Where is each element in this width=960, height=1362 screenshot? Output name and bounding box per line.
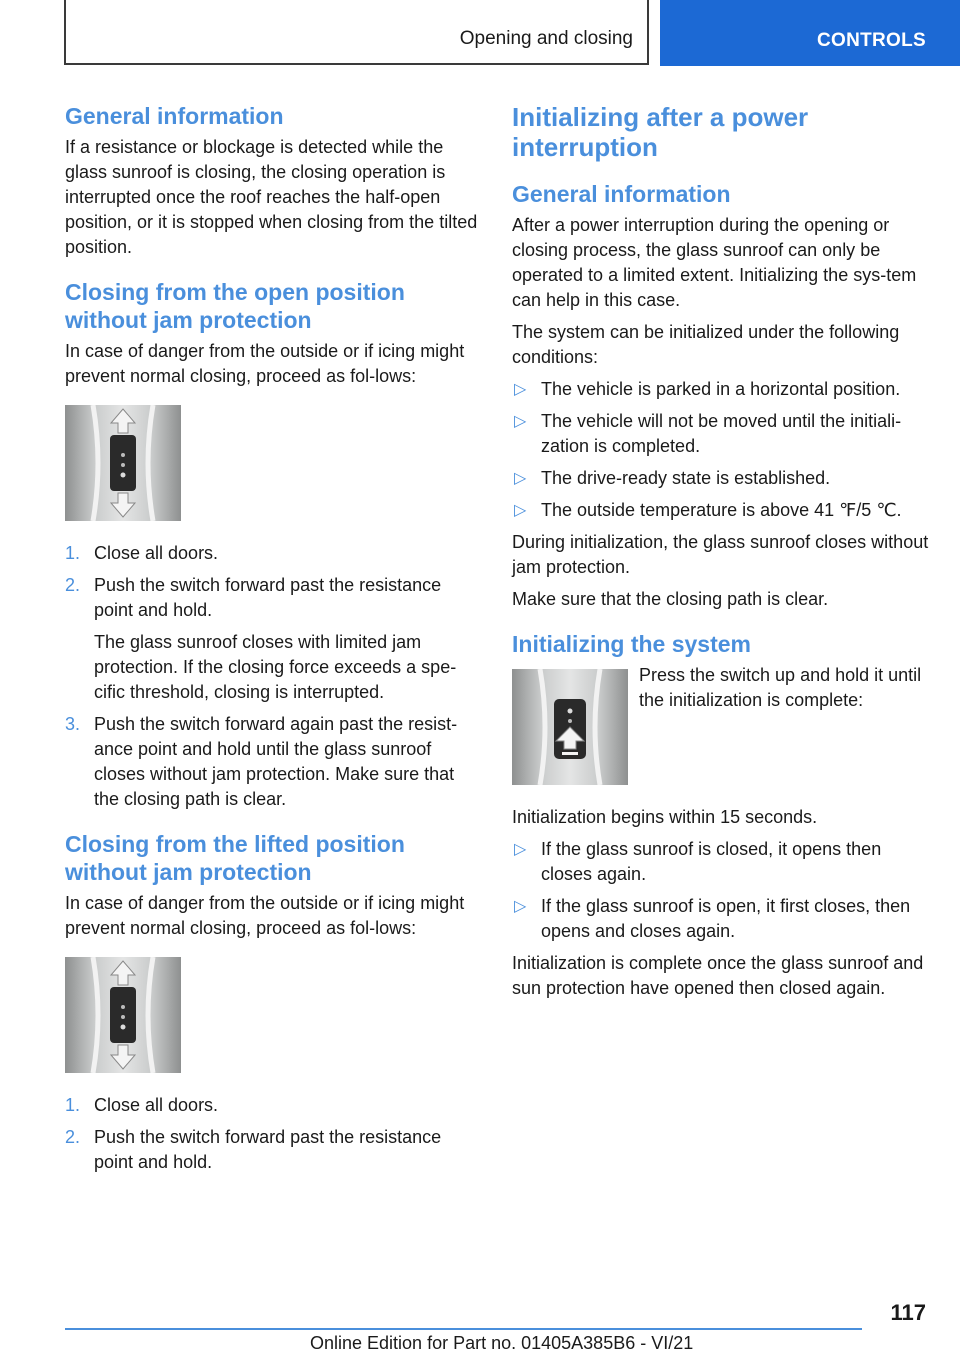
- step-text: Close all doors.: [94, 543, 219, 563]
- behavior-list: [512, 837, 932, 944]
- list-item: [512, 894, 932, 944]
- list-item: [65, 541, 480, 566]
- condition-text: The vehicle will not be moved until the initiali-zation is completed.: [541, 411, 902, 456]
- triangle-bullet-icon: ▷: [514, 413, 527, 430]
- steps-closing-lifted: [65, 1093, 480, 1175]
- step-text: Push the switch forward again past the resist-ance point and hold until the glass sunroof closes without jam protection. Make sure that the closing path is clear.: [94, 714, 458, 809]
- condition-text: The drive-ready state is established.: [541, 468, 831, 488]
- paragraph-closing-path-clear: Make sure that the closing path is clear.: [512, 589, 829, 609]
- step-number: 1.: [65, 543, 81, 563]
- step-subtext: The glass sunroof closes with limited jam protection. If the closing force exceeds a spe-cific threshold, closing is interrupted.: [94, 632, 457, 702]
- triangle-bullet-icon: ▷: [514, 841, 527, 858]
- page-number: 117: [890, 1300, 926, 1325]
- paragraph-initialization-complete: Initialization is complete once the glass sunroof and sun protection have opened then closed again.: [512, 953, 924, 998]
- heading-general-information: General information: [512, 181, 731, 207]
- sunroof-switch-up-image: [512, 669, 628, 785]
- step-number: 1.: [65, 1095, 81, 1115]
- section-title: Opening and closing: [459, 28, 633, 49]
- right-column: [512, 100, 932, 1008]
- conditions-list: [512, 377, 932, 523]
- initialize-instruction: [512, 663, 932, 801]
- list-item: [65, 712, 480, 812]
- heading-closing-lifted-position: Closing from the lifted position without jam protection: [65, 831, 405, 885]
- step-number: 3.: [65, 714, 81, 734]
- paragraph-general-information: If a resistance or blockage is detected while the glass sunroof is closing, the closing operation is interrupted once the roof reaches the half-open position, or it is stopped when closing from the tilted position.: [65, 137, 478, 257]
- behavior-text: If the glass sunroof is closed, it opens then closes again.: [541, 839, 882, 884]
- edition-note: Online Edition for Part no. 01405A385B6 - VI/21: [310, 1333, 694, 1353]
- section-tab: [64, 0, 649, 65]
- sunroof-switch-up-illustration: [512, 669, 628, 785]
- triangle-bullet-icon: ▷: [514, 502, 527, 519]
- chapter-tab: [660, 0, 960, 66]
- step-text: Push the switch forward past the resistance point and hold.: [94, 1127, 442, 1172]
- heading-general-information: General information: [65, 103, 284, 129]
- left-column: [65, 100, 480, 1182]
- triangle-bullet-icon: ▷: [514, 898, 527, 915]
- steps-closing-open: [65, 541, 480, 812]
- sunroof-switch-image-1: [65, 405, 181, 521]
- list-item: [65, 1125, 480, 1175]
- condition-text: The outside temperature is above 41 ℉/5 ℃.: [541, 500, 902, 520]
- list-item: [512, 377, 932, 402]
- list-item: [512, 837, 932, 887]
- heading-initializing-after-power-interruption: Initializing after a power interruption: [512, 102, 809, 162]
- paragraph-conditions-intro: The system can be initialized under the following conditions:: [512, 322, 900, 367]
- footer-divider: [65, 1328, 862, 1330]
- page-header: [0, 0, 960, 66]
- sunroof-switch-illustration: [65, 957, 181, 1073]
- triangle-bullet-icon: ▷: [514, 381, 527, 398]
- sunroof-switch-image-2: [65, 957, 181, 1073]
- list-item: [65, 1093, 480, 1118]
- list-item: [512, 409, 932, 459]
- list-item: [512, 466, 932, 491]
- step-number: 2.: [65, 575, 81, 595]
- step-text: Push the switch forward past the resistance point and hold.: [94, 575, 442, 620]
- heading-closing-open-position: Closing from the open position without jam protection: [65, 279, 405, 333]
- step-text: Close all doors.: [94, 1095, 219, 1115]
- paragraph-power-interruption: After a power interruption during the opening or closing process, the glass sunroof can only be operated to a limited extent. Initializing the sys-tem can help in this case.: [512, 215, 917, 310]
- list-item: [512, 498, 932, 523]
- chapter-title: CONTROLS: [816, 30, 926, 51]
- paragraph-during-initialization: During initialization, the glass sunroof closes without jam protection.: [512, 532, 929, 577]
- triangle-bullet-icon: ▷: [514, 470, 527, 487]
- behavior-text: If the glass sunroof is open, it first closes, then opens and closes again.: [541, 896, 911, 941]
- list-item: [65, 573, 480, 705]
- paragraph-closing-open-intro: In case of danger from the outside or if icing might prevent normal closing, proceed as fol-lows:: [65, 341, 465, 386]
- press-switch-text: Press the switch up and hold it until the initialization is complete:: [639, 665, 922, 710]
- paragraph-closing-lifted-intro: In case of danger from the outside or if icing might prevent normal closing, proceed as fol-lows:: [65, 893, 465, 938]
- paragraph-initialization-begins: Initialization begins within 15 seconds.: [512, 807, 818, 827]
- sunroof-switch-illustration: [65, 405, 181, 521]
- step-number: 2.: [65, 1127, 81, 1147]
- condition-text: The vehicle is parked in a horizontal position.: [541, 379, 901, 399]
- heading-initializing-the-system: Initializing the system: [512, 631, 751, 657]
